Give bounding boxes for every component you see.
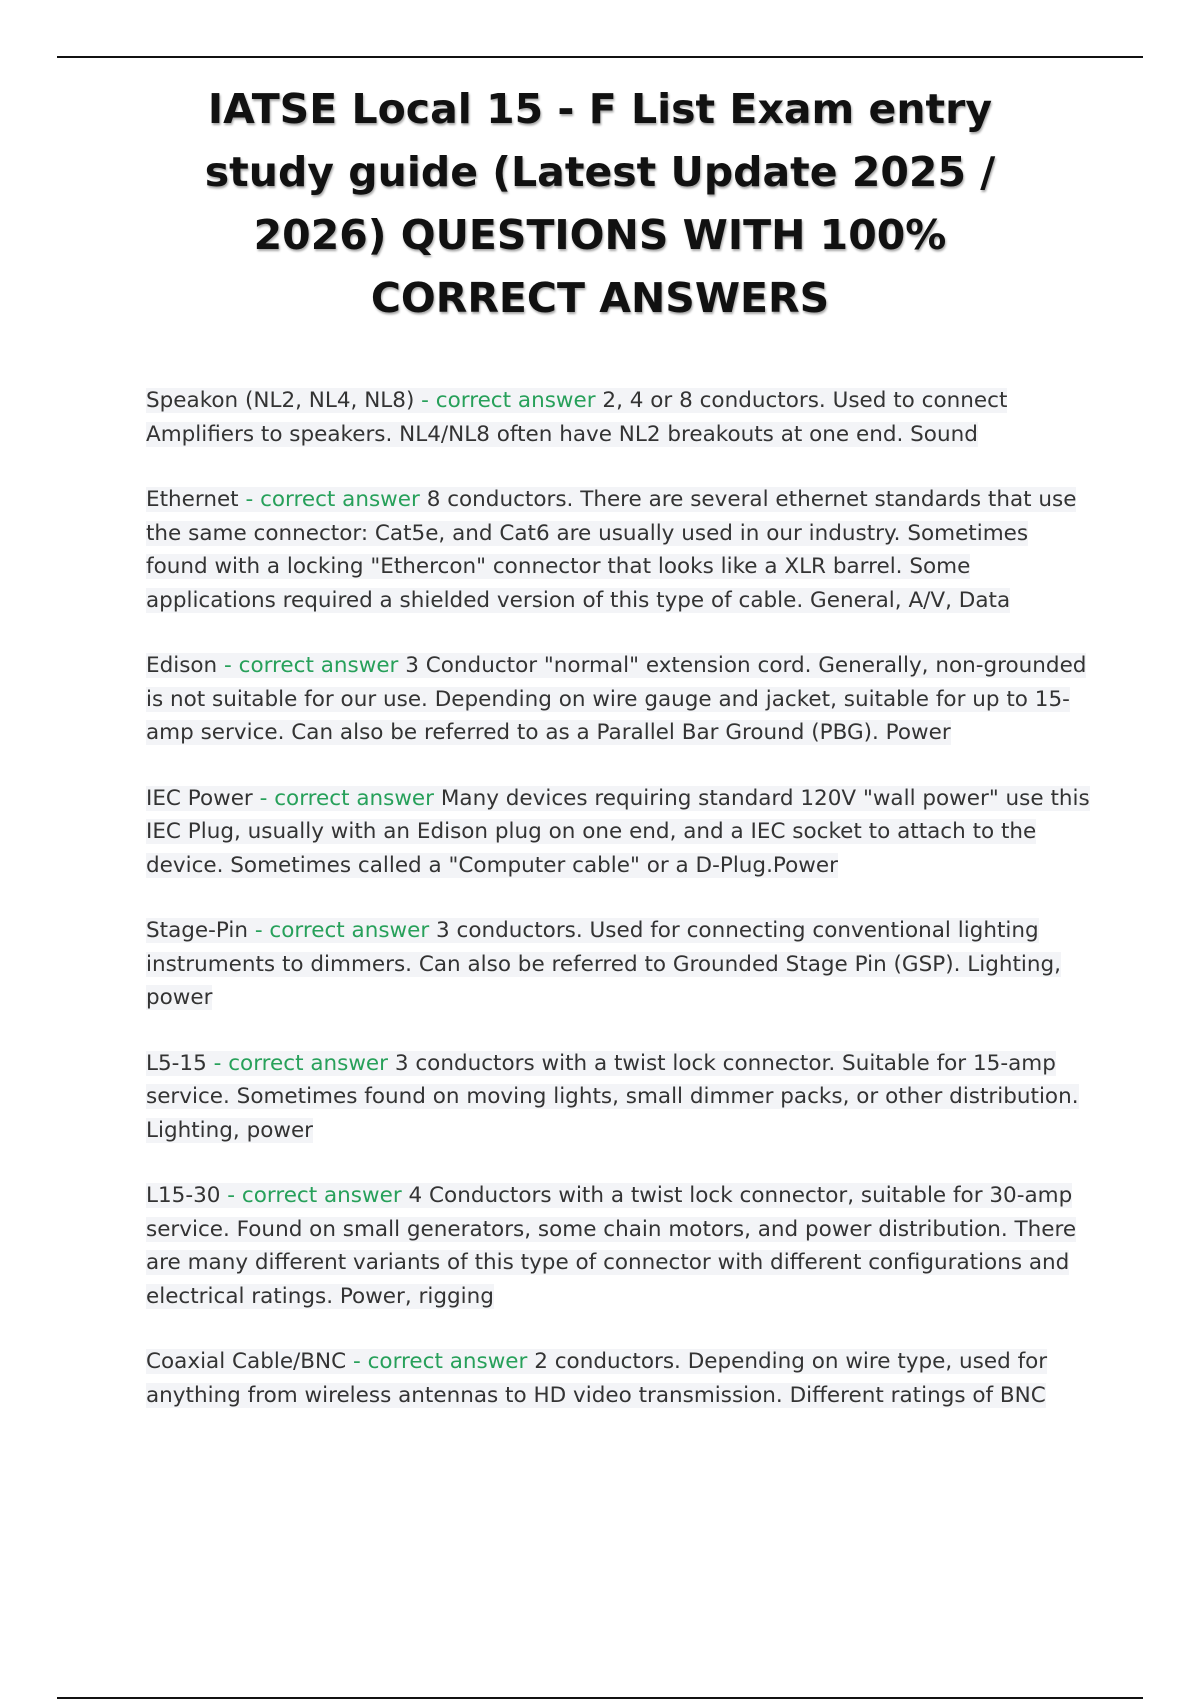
correct-answer-label: correct answer — [238, 653, 399, 678]
qa-separator: - — [414, 388, 436, 413]
qa-item-highlight — [146, 918, 1061, 1010]
qa-item — [146, 782, 1096, 883]
correct-answer-label: correct answer — [367, 1349, 528, 1374]
qa-separator: - — [217, 653, 239, 678]
qa-answer: 2, 4 or 8 conductors. Used to connect Amplifiers to speakers. NL4/NL8 often have NL2 breakouts at one end. Sound — [146, 388, 1008, 447]
qa-answer: 3 Conductor "normal" extension cord. Generally, non-grounded is not suitable for our use. Depending on wire gauge and jacket, suitable for up to 15-amp service. Can also be referred to as a Parallel Bar Ground (PBG). Power — [146, 653, 1087, 745]
qa-answer: 4 Conductors with a twist lock connector, suitable for 30-amp service. Found on small generators, some chain motors, and power distribution. There are many different variants of this type of connector with different configurations and electrical ratings. Power, rigging — [146, 1183, 1077, 1309]
qa-list — [146, 384, 1096, 1444]
qa-item-highlight — [146, 1051, 1079, 1143]
qa-separator: - — [206, 1050, 229, 1076]
qa-term: Speakon (NL2, NL4, NL8) — [146, 388, 415, 413]
qa-separator: - — [346, 1349, 368, 1374]
correct-answer-label: correct answer — [274, 785, 434, 811]
qa-answer: Many devices requiring standard 120V "wall power" use this IEC Plug, usually with an Edison plug on one end, and a IEC socket to attach to the device. Sometimes called a "Computer cable" or a D-Plug.Power — [146, 785, 1090, 878]
qa-item — [146, 1179, 1096, 1313]
qa-answer: 8 conductors. There are several ethernet standards that use the same connector: Cat5e, and Cat6 are usually used in our industry. Sometimes found with a locking "Ethercon" connector that looks like a XLR barrel. Some applications required a shielded version of this type of cable. General, A/V, Data — [146, 487, 1077, 613]
qa-term: Ethernet — [146, 487, 239, 512]
qa-separator: - — [220, 1183, 242, 1208]
page-title: IATSE Local 15 - F List Exam entry study guide (Latest Update 2025 / 2026) QUESTIONS WITH 100% CORRECT ANSWERS — [204, 85, 996, 322]
qa-item — [146, 649, 1096, 750]
qa-separator: - — [252, 785, 275, 811]
qa-answer: 2 conductors. Depending on wire type, used for anything from wireless antennas to HD video transmission. Different ratings of BNC — [146, 1349, 1048, 1408]
qa-item — [146, 384, 1096, 451]
qa-item-highlight — [146, 1183, 1076, 1309]
top-divider — [57, 56, 1143, 58]
qa-term: Coaxial Cable/BNC — [146, 1349, 347, 1374]
qa-item-highlight — [146, 388, 1007, 447]
qa-item-highlight — [146, 487, 1076, 613]
qa-term: L15-30 — [146, 1183, 221, 1208]
qa-item-highlight — [146, 653, 1086, 745]
bottom-divider — [57, 1697, 1143, 1699]
qa-term: Stage-Pin — [146, 918, 248, 943]
qa-term: IEC Power — [146, 785, 253, 811]
qa-separator: - — [247, 918, 270, 943]
qa-answer: 3 conductors. Used for connecting conventional lighting instruments to dimmers. Can also be referred to Grounded Stage Pin (GSP). Lighting, power — [146, 918, 1061, 1010]
qa-term: Edison — [146, 653, 218, 678]
correct-answer-label: correct answer — [435, 388, 596, 413]
correct-answer-label: correct answer — [269, 918, 430, 943]
qa-item — [146, 483, 1096, 617]
qa-item — [146, 914, 1096, 1015]
correct-answer-label: correct answer — [228, 1050, 388, 1076]
correct-answer-label: correct answer — [260, 487, 420, 512]
qa-item — [146, 1047, 1096, 1148]
qa-separator: - — [238, 487, 261, 512]
qa-answer: 3 conductors with a twist lock connector. Suitable for 15-amp service. Sometimes found on moving lights, small dimmer packs, or other distribution. Lighting, power — [146, 1050, 1079, 1143]
qa-item-highlight — [146, 786, 1090, 878]
qa-item-highlight — [146, 1349, 1047, 1408]
correct-answer-label: correct answer — [241, 1183, 402, 1208]
qa-term: L5-15 — [146, 1050, 207, 1076]
qa-item — [146, 1345, 1096, 1412]
